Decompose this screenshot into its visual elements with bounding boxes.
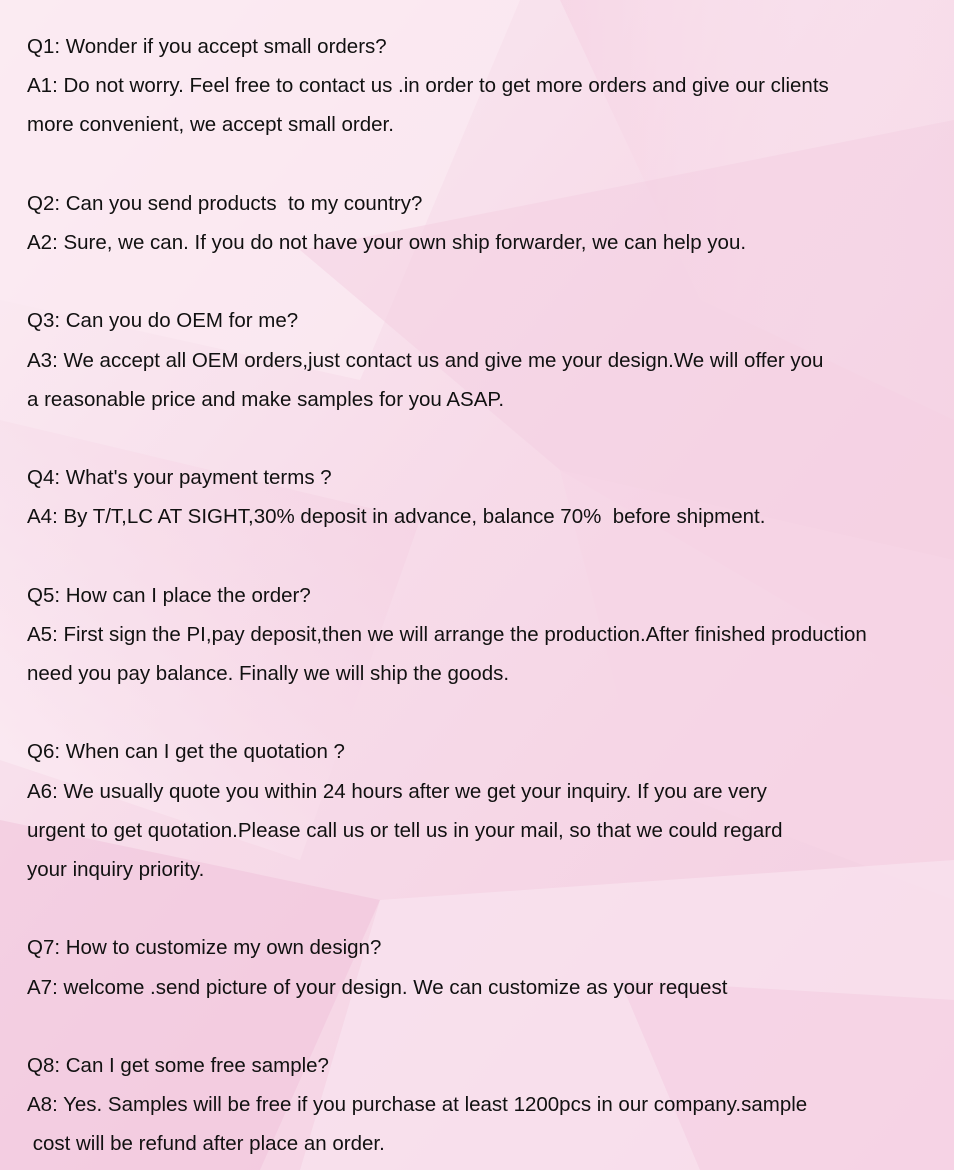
answer-line: A2: Sure, we can. If you do not have your own ship forwarder, we can help you. [27, 230, 747, 254]
answer-line: your inquiry priority. [27, 857, 205, 881]
answer-line: more convenient, we accept small order. [27, 113, 394, 137]
answer-line: A3: We accept all OEM orders,just contact us and give me your design.We will offer you [27, 348, 824, 372]
spacer [27, 419, 947, 458]
answer-line: A7: welcome .send picture of your design. We can customize as your request [27, 975, 728, 999]
question: Q2: Can you send products to my country? [27, 191, 423, 215]
answer-line: cost will be refund after place an order. [27, 1132, 385, 1156]
question: Q5: How can I place the order? [27, 583, 311, 607]
answer-line: A6: We usually quote you within 24 hours after we get your inquiry. If you are very [27, 779, 767, 803]
answer-line: A4: By T/T,LC AT SIGHT,30% deposit in advance, balance 70% before shipment. [27, 505, 766, 529]
faq-item [27, 27, 947, 145]
faq-item [27, 301, 947, 419]
faq-item [27, 184, 947, 262]
faq-item [27, 732, 947, 889]
question: Q7: How to customize my own design? [27, 936, 382, 960]
spacer [27, 1007, 947, 1046]
faq-item [27, 458, 947, 536]
spacer [27, 889, 947, 928]
faq-item [27, 576, 947, 694]
faq-item [27, 928, 947, 1006]
question: Q6: When can I get the quotation ? [27, 740, 345, 764]
faq-list [27, 27, 947, 1163]
spacer [27, 536, 947, 575]
spacer [27, 693, 947, 732]
answer-line: need you pay balance. Finally we will ship the goods. [27, 662, 510, 685]
question: Q3: Can you do OEM for me? [27, 309, 299, 333]
faq-item [27, 1046, 947, 1164]
answer-line: a reasonable price and make samples for you ASAP. [27, 387, 505, 411]
answer-line: A5: First sign the PI,pay deposit,then we will arrange the production.After finished production [27, 622, 867, 646]
question: Q1: Wonder if you accept small orders? [27, 35, 387, 58]
question: Q4: What's your payment terms ? [27, 466, 332, 490]
spacer [27, 145, 947, 184]
answer-line: A1: Do not worry. Feel free to contact us .in order to get more orders and give our clients [27, 74, 829, 98]
answer-line: A8: Yes. Samples will be free if you purchase at least 1200pcs in our company.sample [27, 1093, 808, 1117]
answer-line: urgent to get quotation.Please call us or tell us in your mail, so that we could regard [27, 818, 783, 842]
question: Q8: Can I get some free sample? [27, 1053, 329, 1077]
spacer [27, 262, 947, 301]
